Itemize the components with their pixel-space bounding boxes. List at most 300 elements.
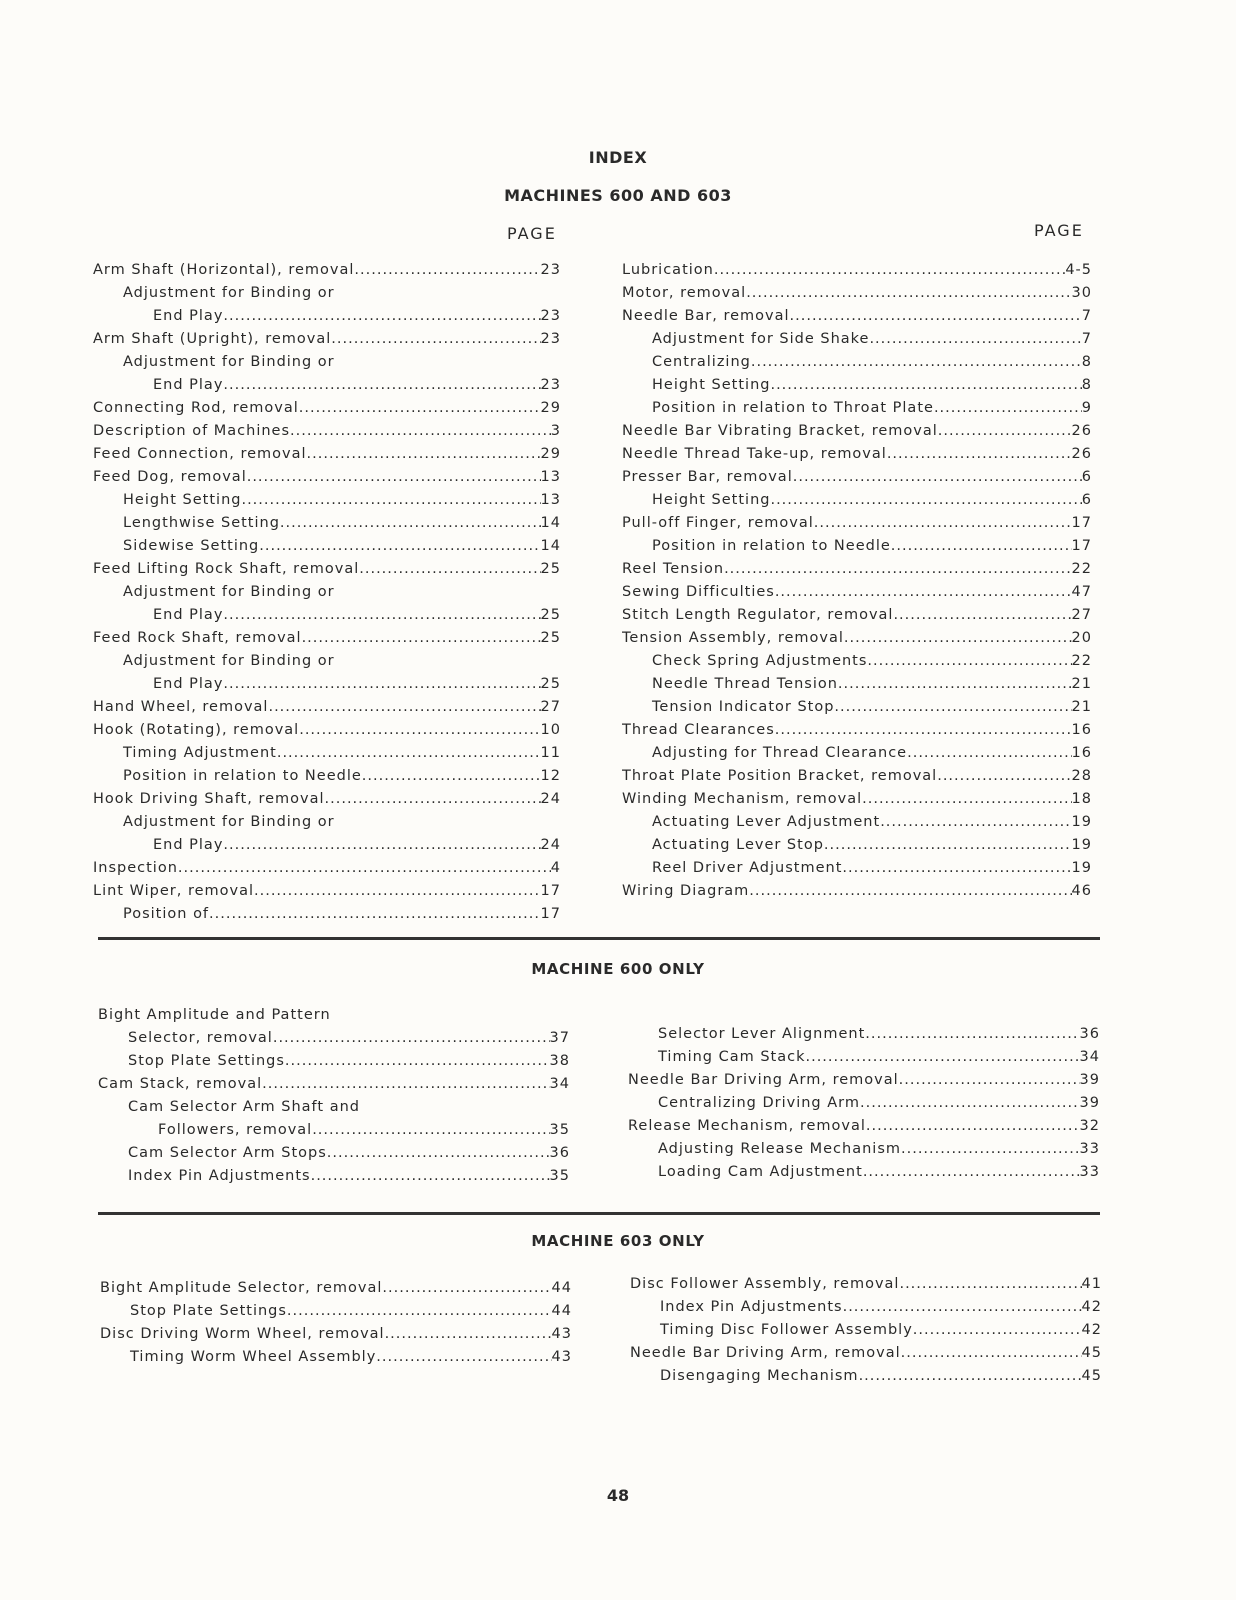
entry-page-number: 21: [1071, 676, 1092, 692]
index-entry: [93, 397, 561, 420]
entry-page-number: 22: [1071, 561, 1092, 577]
index-entry: [93, 765, 561, 788]
dot-leader: [790, 305, 1082, 328]
index-entry: [622, 673, 1092, 696]
entry-label: Arm Shaft (Upright), removal: [93, 331, 332, 347]
entry-label: Reel Driver Adjustment: [652, 860, 843, 876]
dot-leader: [247, 466, 541, 489]
machine-603-title: MACHINE 603 ONLY: [531, 1232, 705, 1250]
entry-label: Height Setting: [652, 492, 771, 508]
entry-page-number: 28: [1071, 768, 1092, 784]
dot-leader: [891, 535, 1072, 558]
dot-leader: [901, 1138, 1080, 1161]
entry-label: Followers, removal: [158, 1122, 313, 1138]
dot-leader: [842, 857, 1071, 880]
entry-label: Height Setting: [652, 377, 771, 393]
dot-leader: [724, 558, 1071, 581]
dot-leader: [285, 1050, 550, 1073]
index-entry: [100, 1323, 572, 1346]
dot-leader: [331, 328, 540, 351]
index-entry: [630, 1296, 1102, 1319]
entry-page-number: 35: [549, 1122, 570, 1138]
entry-label: Actuating Lever Stop: [652, 837, 824, 853]
index-entry: [622, 259, 1092, 282]
index-entry: [622, 857, 1092, 880]
index-entry: [622, 443, 1092, 466]
dot-leader: [937, 765, 1071, 788]
index-entry: [622, 328, 1092, 351]
index-entry: [622, 880, 1092, 903]
index-entry: [622, 765, 1092, 788]
index-entry: [628, 1092, 1100, 1115]
entry-page-number: 14: [540, 538, 561, 554]
entry-page-number: 43: [551, 1326, 572, 1342]
index-entry: [93, 489, 561, 512]
entry-label: Release Mechanism, removal: [628, 1118, 866, 1134]
entry-page-number: 29: [540, 446, 561, 462]
entry-page-number: 7: [1081, 308, 1092, 324]
dot-leader: [865, 1023, 1079, 1046]
index-entry: [93, 903, 561, 926]
entry-page-number: 23: [540, 308, 561, 324]
index-entry: [93, 466, 561, 489]
section2-left-column: [98, 1004, 570, 1188]
index-entry: [93, 512, 561, 535]
index-entry: [628, 1046, 1100, 1069]
index-entry: [622, 351, 1092, 374]
entry-page-number: 35: [549, 1168, 570, 1184]
dot-leader: [899, 1273, 1081, 1296]
dot-leader: [362, 765, 541, 788]
entry-page-number: 44: [551, 1303, 572, 1319]
entry-page-number: 20: [1071, 630, 1092, 646]
entry-label: Needle Bar Driving Arm, removal: [630, 1345, 901, 1361]
section2-right-column: [628, 1023, 1100, 1184]
entry-label: Disengaging Mechanism: [660, 1368, 859, 1384]
dot-leader: [714, 259, 1065, 282]
entry-page-number: 4-5: [1065, 262, 1092, 278]
dot-leader: [325, 788, 541, 811]
entry-label: Bight Amplitude and Pattern: [98, 1007, 331, 1023]
entry-label: Adjusting Release Mechanism: [658, 1141, 901, 1157]
entry-page-number: 12: [540, 768, 561, 784]
entry-label: Lengthwise Setting: [123, 515, 280, 531]
dot-leader: [862, 788, 1071, 811]
entry-page-number: 23: [540, 377, 561, 393]
entry-page-number: 24: [540, 791, 561, 807]
entry-label: Position of: [123, 906, 210, 922]
dot-leader: [751, 351, 1082, 374]
index-entry: [93, 788, 561, 811]
entry-label: Disc Follower Assembly, removal: [630, 1276, 900, 1292]
entry-page-number: 38: [549, 1053, 570, 1069]
entry-label: Position in relation to Needle: [123, 768, 362, 784]
index-entry: [93, 811, 561, 834]
index-entry: [622, 535, 1092, 558]
index-entry: [622, 397, 1092, 420]
entry-page-number: 24: [540, 837, 561, 853]
entry-label: Timing Disc Follower Assembly: [660, 1322, 913, 1338]
entry-page-number: 25: [540, 607, 561, 623]
index-entry: [628, 1023, 1100, 1046]
entry-page-number: 26: [1071, 423, 1092, 439]
entry-label: Check Spring Adjustments: [652, 653, 868, 669]
entry-label: Height Setting: [123, 492, 242, 508]
entry-label: Index Pin Adjustments: [660, 1299, 843, 1315]
dot-leader: [775, 719, 1072, 742]
entry-page-number: 17: [1071, 538, 1092, 554]
entry-page-number: 26: [1071, 446, 1092, 462]
entry-label: Centralizing: [652, 354, 751, 370]
section1-right-column: [622, 259, 1092, 903]
index-entry: [622, 650, 1092, 673]
dot-leader: [934, 397, 1082, 420]
entry-label: Selector, removal: [128, 1030, 273, 1046]
entry-page-number: 6: [1081, 469, 1092, 485]
entry-page-number: 19: [1071, 860, 1092, 876]
dot-leader: [223, 604, 540, 627]
dot-leader: [262, 1073, 549, 1096]
entry-label: Adjustment for Binding or: [123, 584, 335, 600]
entry-label: Feed Dog, removal: [93, 469, 247, 485]
index-entry: [630, 1342, 1102, 1365]
dot-leader: [290, 420, 551, 443]
entry-page-number: 39: [1079, 1095, 1100, 1111]
section3-left-column: [100, 1277, 572, 1369]
index-entry: [93, 420, 561, 443]
index-entry: [622, 719, 1092, 742]
index-entry: [622, 512, 1092, 535]
entry-label: Needle Bar Driving Arm, removal: [628, 1072, 899, 1088]
entry-page-number: 8: [1081, 377, 1092, 393]
entry-page-number: 19: [1071, 837, 1092, 853]
page-column-header-left: PAGE: [507, 224, 557, 243]
dot-leader: [254, 880, 541, 903]
section3-right-column: [630, 1273, 1102, 1388]
dot-leader: [299, 397, 541, 420]
machines-subtitle: MACHINES 600 AND 603: [504, 186, 732, 205]
entry-label: End Play: [153, 308, 224, 324]
entry-page-number: 29: [540, 400, 561, 416]
dot-leader: [178, 857, 551, 880]
index-title: INDEX: [588, 148, 648, 167]
entry-label: Presser Bar, removal: [622, 469, 793, 485]
entry-label: End Play: [153, 676, 224, 692]
dot-leader: [793, 466, 1082, 489]
entry-label: Adjustment for Side Shake: [652, 331, 870, 347]
entry-label: Motor, removal: [622, 285, 747, 301]
entry-page-number: 44: [551, 1280, 572, 1296]
index-entry: [93, 880, 561, 903]
dot-leader: [901, 1342, 1082, 1365]
dot-leader: [770, 489, 1081, 512]
section-divider: [98, 937, 1100, 940]
entry-label: End Play: [153, 837, 224, 853]
entry-label: Cam Stack, removal: [98, 1076, 263, 1092]
index-entry: [630, 1365, 1102, 1388]
dot-leader: [887, 443, 1072, 466]
entry-page-number: 39: [1079, 1072, 1100, 1088]
entry-label: Timing Worm Wheel Assembly: [130, 1349, 377, 1365]
dot-leader: [860, 1092, 1080, 1115]
section1-left-column: [93, 259, 561, 926]
index-entry: [622, 558, 1092, 581]
dot-leader: [913, 1319, 1082, 1342]
entry-label: Feed Lifting Rock Shaft, removal: [93, 561, 360, 577]
dot-leader: [382, 1277, 551, 1300]
entry-label: Adjusting for Thread Clearance: [652, 745, 908, 761]
dot-leader: [277, 742, 541, 765]
entry-label: Pull-off Finger, removal: [622, 515, 814, 531]
entry-page-number: 43: [551, 1349, 572, 1365]
entry-label: Timing Cam Stack: [658, 1049, 806, 1065]
index-entry: [622, 466, 1092, 489]
dot-leader: [866, 1115, 1080, 1138]
entry-page-number: 33: [1079, 1141, 1100, 1157]
index-entry: [93, 328, 561, 351]
index-entry: [628, 1161, 1100, 1184]
index-entry: [93, 696, 561, 719]
index-entry: [93, 443, 561, 466]
entry-label: Adjustment for Binding or: [123, 354, 335, 370]
index-entry: [93, 305, 561, 328]
dot-leader: [869, 328, 1081, 351]
entry-page-number: 17: [540, 883, 561, 899]
index-entry: [93, 857, 561, 880]
entry-page-number: 3: [550, 423, 561, 439]
entry-page-number: 27: [540, 699, 561, 715]
section-divider: [98, 1212, 1100, 1215]
dot-leader: [859, 1365, 1082, 1388]
index-entry: [98, 1050, 570, 1073]
dot-leader: [834, 696, 1071, 719]
index-entry: [98, 1165, 570, 1188]
entry-label: Lint Wiper, removal: [93, 883, 254, 899]
entry-page-number: 17: [1071, 515, 1092, 531]
entry-page-number: 22: [1071, 653, 1092, 669]
entry-label: Stop Plate Settings: [128, 1053, 285, 1069]
entry-label: Description of Machines: [93, 423, 291, 439]
entry-page-number: 4: [550, 860, 561, 876]
index-entry: [98, 1142, 570, 1165]
index-entry: [100, 1277, 572, 1300]
entry-page-number: 45: [1081, 1345, 1102, 1361]
dot-leader: [223, 673, 540, 696]
index-entry: [622, 696, 1092, 719]
entry-label: Connecting Rod, removal: [93, 400, 299, 416]
entry-label: Sewing Difficulties: [622, 584, 775, 600]
entry-label: Lubrication: [622, 262, 714, 278]
dot-leader: [749, 880, 1071, 903]
dot-leader: [223, 305, 540, 328]
entry-label: Stitch Length Regulator, removal: [622, 607, 894, 623]
index-entry: [622, 834, 1092, 857]
page-number: 48: [606, 1486, 630, 1505]
entry-page-number: 25: [540, 630, 561, 646]
entry-label: Adjustment for Binding or: [123, 653, 335, 669]
index-entry: [100, 1346, 572, 1369]
index-entry: [622, 489, 1092, 512]
entry-page-number: 23: [540, 262, 561, 278]
entry-label: Winding Mechanism, removal: [622, 791, 863, 807]
entry-label: Thread Clearances: [622, 722, 775, 738]
entry-label: Needle Thread Tension: [652, 676, 838, 692]
entry-label: Centralizing Driving Arm: [658, 1095, 860, 1111]
entry-label: Feed Connection, removal: [93, 446, 307, 462]
index-entry: [630, 1273, 1102, 1296]
entry-page-number: 23: [540, 331, 561, 347]
entry-page-number: 19: [1071, 814, 1092, 830]
index-entry: [93, 581, 561, 604]
entry-page-number: 7: [1081, 331, 1092, 347]
entry-label: Throat Plate Position Bracket, removal: [622, 768, 938, 784]
entry-label: Hook (Rotating), removal: [93, 722, 300, 738]
index-entry: [628, 1069, 1100, 1092]
index-entry: [93, 535, 561, 558]
dot-leader: [241, 489, 540, 512]
index-entry: [622, 742, 1092, 765]
dot-leader: [302, 627, 541, 650]
entry-label: Tension Assembly, removal: [622, 630, 844, 646]
entry-page-number: 16: [1071, 745, 1092, 761]
entry-label: Sidewise Setting: [123, 538, 260, 554]
dot-leader: [311, 1165, 550, 1188]
dot-leader: [376, 1346, 551, 1369]
dot-leader: [273, 1027, 550, 1050]
entry-label: Loading Cam Adjustment: [658, 1164, 863, 1180]
index-entry: [93, 558, 561, 581]
index-entry: [622, 374, 1092, 397]
entry-page-number: 9: [1081, 400, 1092, 416]
dot-leader: [844, 627, 1072, 650]
dot-leader: [312, 1119, 549, 1142]
dot-leader: [280, 512, 541, 535]
entry-label: Needle Bar Vibrating Bracket, removal: [622, 423, 938, 439]
dot-leader: [746, 282, 1071, 305]
dot-leader: [775, 581, 1072, 604]
dot-leader: [899, 1069, 1080, 1092]
entry-label: Cam Selector Arm Stops: [128, 1145, 327, 1161]
entry-page-number: 6: [1081, 492, 1092, 508]
entry-page-number: 14: [540, 515, 561, 531]
entry-label: Stop Plate Settings: [130, 1303, 287, 1319]
entry-label: Cam Selector Arm Shaft and: [128, 1099, 360, 1115]
index-entry: [93, 604, 561, 627]
index-entry: [622, 788, 1092, 811]
index-entry: [93, 282, 561, 305]
dot-leader: [259, 535, 540, 558]
dot-leader: [893, 604, 1071, 627]
dot-leader: [824, 834, 1072, 857]
entry-label: Position in relation to Needle: [652, 538, 891, 554]
entry-page-number: 27: [1071, 607, 1092, 623]
dot-leader: [299, 719, 540, 742]
dot-leader: [268, 696, 540, 719]
entry-page-number: 42: [1081, 1322, 1102, 1338]
entry-page-number: 47: [1071, 584, 1092, 600]
entry-label: End Play: [153, 607, 224, 623]
entry-label: Inspection: [93, 860, 178, 876]
dot-leader: [223, 834, 540, 857]
entry-label: Adjustment for Binding or: [123, 814, 335, 830]
entry-label: Hand Wheel, removal: [93, 699, 269, 715]
entry-page-number: 10: [540, 722, 561, 738]
index-entry: [93, 374, 561, 397]
dot-leader: [287, 1300, 552, 1323]
dot-leader: [907, 742, 1071, 765]
entry-page-number: 18: [1071, 791, 1092, 807]
page-column-header-right: PAGE: [1034, 221, 1084, 240]
index-entry: [622, 811, 1092, 834]
entry-page-number: 46: [1071, 883, 1092, 899]
entry-label: Feed Rock Shaft, removal: [93, 630, 302, 646]
entry-page-number: 21: [1071, 699, 1092, 715]
entry-page-number: 33: [1079, 1164, 1100, 1180]
index-entry: [622, 420, 1092, 443]
index-entry: [93, 259, 561, 282]
entry-page-number: 11: [540, 745, 561, 761]
index-entry: [98, 1119, 570, 1142]
entry-page-number: 32: [1079, 1118, 1100, 1134]
entry-page-number: 37: [549, 1030, 570, 1046]
machine-600-title: MACHINE 600 ONLY: [531, 960, 705, 978]
dot-leader: [770, 374, 1081, 397]
entry-label: Timing Adjustment: [123, 745, 277, 761]
entry-label: Selector Lever Alignment: [658, 1026, 866, 1042]
index-entry: [98, 1004, 570, 1027]
dot-leader: [880, 811, 1071, 834]
entry-page-number: 8: [1081, 354, 1092, 370]
index-entry: [93, 673, 561, 696]
index-entry: [622, 627, 1092, 650]
dot-leader: [938, 420, 1072, 443]
entry-label: Hook Driving Shaft, removal: [93, 791, 325, 807]
dot-leader: [805, 1046, 1079, 1069]
entry-page-number: 36: [1079, 1026, 1100, 1042]
entry-label: Reel Tension: [622, 561, 725, 577]
dot-leader: [209, 903, 541, 926]
entry-label: Index Pin Adjustments: [128, 1168, 311, 1184]
entry-label: Needle Bar, removal: [622, 308, 790, 324]
dot-leader: [863, 1161, 1080, 1184]
dot-leader: [385, 1323, 552, 1346]
entry-label: End Play: [153, 377, 224, 393]
index-entry: [628, 1115, 1100, 1138]
entry-page-number: 25: [540, 561, 561, 577]
entry-label: Arm Shaft (Horizontal), removal: [93, 262, 355, 278]
entry-label: Wiring Diagram: [622, 883, 750, 899]
entry-label: Tension Indicator Stop: [652, 699, 835, 715]
dot-leader: [223, 374, 540, 397]
index-entry: [622, 305, 1092, 328]
index-entry: [93, 719, 561, 742]
entry-page-number: 45: [1081, 1368, 1102, 1384]
entry-page-number: 13: [540, 469, 561, 485]
entry-page-number: 13: [540, 492, 561, 508]
entry-page-number: 17: [540, 906, 561, 922]
entry-page-number: 30: [1071, 285, 1092, 301]
dot-leader: [867, 650, 1071, 673]
entry-label: Disc Driving Worm Wheel, removal: [100, 1326, 385, 1342]
entry-label: Position in relation to Throat Plate: [652, 400, 934, 416]
index-entry: [100, 1300, 572, 1323]
dot-leader: [327, 1142, 550, 1165]
index-entry: [622, 282, 1092, 305]
entry-page-number: 25: [540, 676, 561, 692]
index-entry: [622, 604, 1092, 627]
index-entry: [630, 1319, 1102, 1342]
entry-page-number: 36: [549, 1145, 570, 1161]
